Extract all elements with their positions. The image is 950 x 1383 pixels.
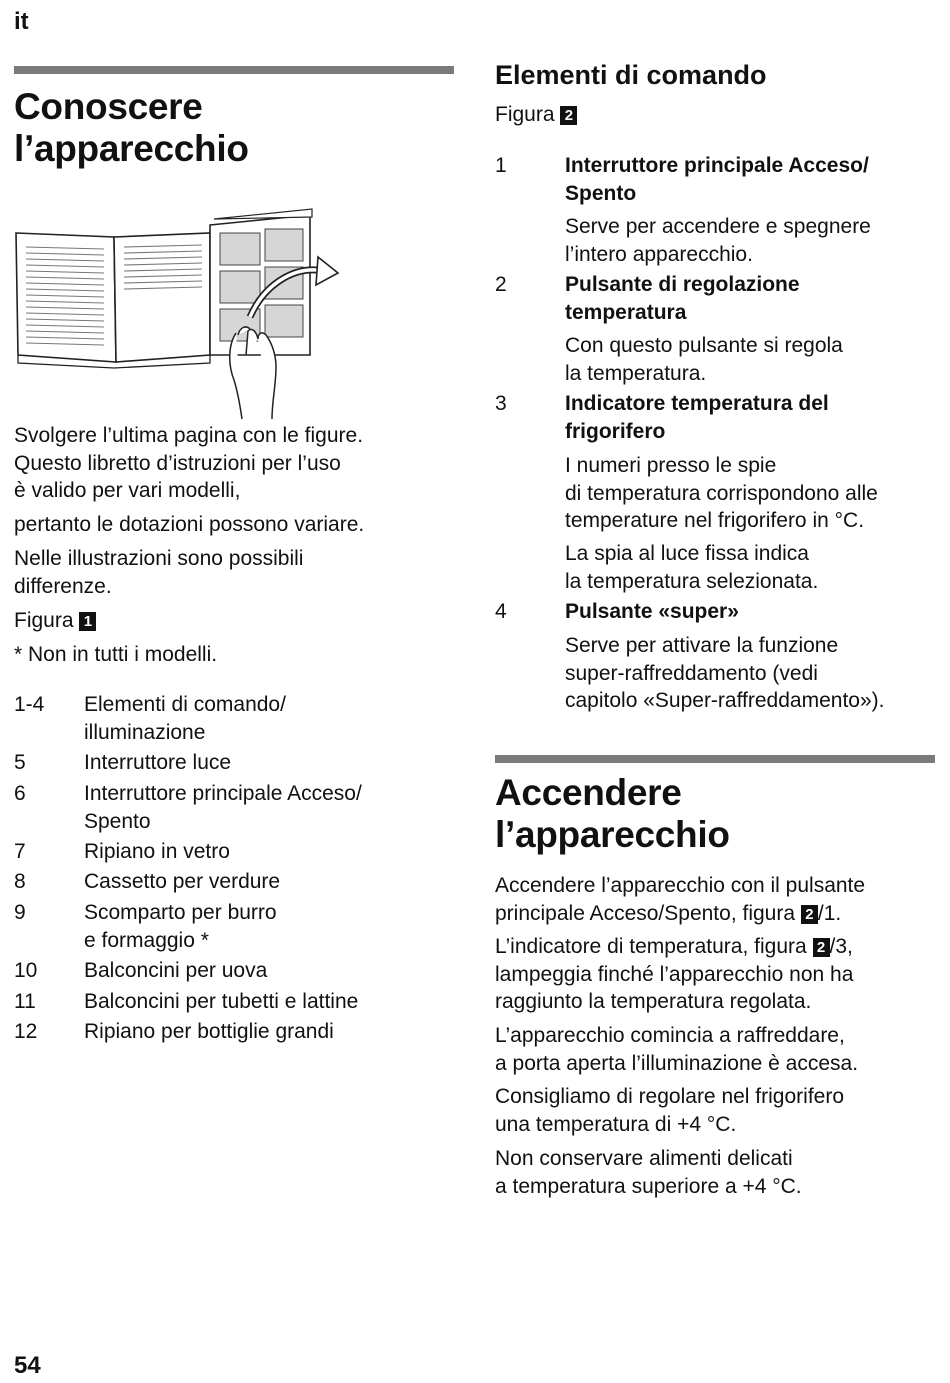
indicator-paragraph: L’indicatore di temperatura, figura 2 /3, lampeggia finché l’apparecchio non ha raggiunto la temperatura regolata. bbox=[495, 935, 854, 1013]
figure-reference: Figura 1 bbox=[14, 607, 96, 635]
figure-number-badge: 2 bbox=[801, 905, 818, 924]
page-number: 54 bbox=[14, 1352, 41, 1379]
intro-paragraph: Svolgere l’ultima pagina con le figure. Questo libretto d’istruzioni per l’uso è valido per vari modelli, bbox=[14, 424, 364, 502]
controls-heading: Elementi di comando bbox=[495, 60, 767, 90]
booklet-illustration bbox=[14, 205, 354, 420]
figure-number-badge: 1 bbox=[79, 612, 96, 631]
switch-on-paragraph: Accendere l’apparecchio con il pulsante principale Acceso/Spento, figura 2 /1. bbox=[495, 874, 866, 925]
recommend-paragraph: Consigliamo di regolare nel frigorifero una temperatura di +4 °C. bbox=[495, 1085, 845, 1136]
differences-paragraph: Nelle illustrazioni sono possibili differenze. bbox=[14, 547, 304, 598]
figure-number-badge: 2 bbox=[560, 106, 577, 125]
section-rule bbox=[14, 66, 454, 74]
section-title-accendere: Accendere l’apparecchio bbox=[495, 772, 730, 855]
section-title-conoscere: Conoscere l’apparecchio bbox=[14, 86, 249, 169]
storage-warning-paragraph: Non conservare alimenti delicati a temperatura superiore a +4 °C. bbox=[495, 1147, 802, 1198]
figure-number-badge: 2 bbox=[813, 938, 830, 957]
footnote-note: * Non in tutti i modelli. bbox=[14, 643, 218, 666]
figure-reference: Figura 2 bbox=[495, 101, 577, 129]
variation-paragraph: pertanto le dotazioni possono variare. bbox=[14, 513, 365, 536]
section-rule bbox=[495, 755, 935, 763]
cooling-paragraph: L’apparecchio comincia a raffreddare, a porta aperta l’illuminazione è accesa. bbox=[495, 1024, 859, 1075]
language-code: it bbox=[14, 8, 29, 35]
